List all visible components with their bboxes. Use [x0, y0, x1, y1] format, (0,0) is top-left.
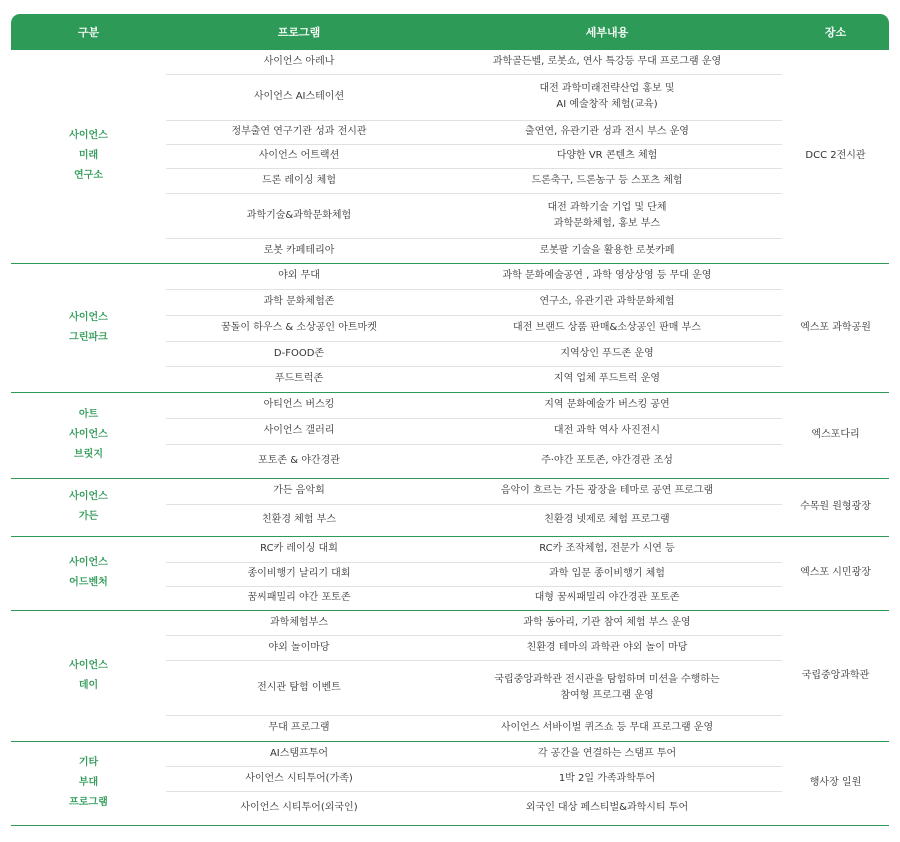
details-line: 지역 문화예술가 버스킹 공연 [544, 399, 670, 410]
venue-cell: 엑스포 시민광장 [782, 536, 889, 610]
program-cell: 과학체험부스 [166, 610, 432, 635]
category-label-line: 사이언스 [69, 491, 108, 502]
program-cell: 드론 레이싱 체험 [166, 168, 432, 193]
table-header [11, 14, 889, 50]
details-cell [432, 392, 782, 418]
details-line: 음악이 흐르는 가든 광장을 테마로 공연 프로그램 [500, 485, 714, 496]
category-label-line: 사이언스 [69, 429, 108, 440]
program-cell: 종이비행기 날리기 대회 [166, 562, 432, 586]
details-line: 지역 업체 푸드트럭 운영 [553, 373, 661, 384]
details-line: 대전 과학기술 기업 및 단체 [547, 201, 667, 213]
details-cell [432, 536, 782, 562]
venue-cell: 엑스포 과학공원 [782, 263, 889, 392]
details-line: 연구소, 유관기관 과학문화체험 [539, 296, 675, 307]
program-cell: 야외 무대 [166, 263, 432, 289]
details-line: 과학 동아리, 기관 참여 체험 부스 운영 [523, 616, 691, 628]
details-cell [432, 562, 782, 586]
program-cell: 꿈돌이 하우스 & 소상공인 아트마켓 [166, 315, 432, 341]
header-category: 구분 [11, 14, 166, 50]
details-cell [432, 741, 782, 766]
category-label-line: 어드벤처 [69, 577, 108, 588]
details-line: 친환경 테마의 과학관 야외 놀이 마당 [526, 641, 688, 653]
category-label-line: 미래 [78, 150, 99, 162]
details-line: 과학 문화예술공연 , 과학 영상상영 등 무대 운영 [502, 270, 712, 281]
category-cell [11, 741, 166, 825]
details-line: 드론축구, 드론농구 등 스포츠 체험 [531, 174, 683, 186]
program-cell: RC카 레이싱 대회 [166, 536, 432, 562]
venue-cell: DCC 2전시관 [782, 50, 889, 263]
details-cell [432, 238, 782, 263]
details-cell [432, 366, 782, 392]
program-cell: 친환경 체험 부스 [166, 504, 432, 536]
details-line: 친환경 넷제로 체험 프로그램 [544, 514, 670, 525]
program-cell: 푸드트럭존 [166, 366, 432, 392]
details-line: 참여형 프로그램 운영 [560, 689, 654, 701]
category-label-line: 데이 [78, 679, 99, 691]
details-cell [432, 586, 782, 610]
header-program: 프로그램 [166, 14, 432, 50]
details-line: 대전 과학 역사 사진전시 [553, 425, 661, 436]
category-cell [11, 610, 166, 741]
category-label-line: 연구소 [74, 170, 103, 182]
details-line: 출연연, 유관기관 성과 전시 부스 운영 [525, 126, 689, 137]
category-label-line: 사이언스 [69, 557, 108, 568]
details-line: 외국인 대상 페스티벌&과학시티 투어 [525, 802, 689, 813]
program-cell: 과학기술&과학문화체험 [166, 193, 432, 238]
category-label-line: 사이언스 [69, 659, 108, 671]
category-cell [11, 392, 166, 478]
details-cell [432, 478, 782, 504]
program-cell: 과학 문화체험존 [166, 289, 432, 315]
header-row [11, 14, 889, 50]
venue-cell: 수목원 원형광장 [782, 478, 889, 536]
details-cell [432, 766, 782, 791]
table-row [11, 610, 889, 635]
category-label-line: 가든 [78, 511, 99, 522]
category-label-line: 브릿지 [74, 449, 103, 460]
program-cell: 꿈씨패밀리 야간 포토존 [166, 586, 432, 610]
table-row [11, 536, 889, 562]
details-line: 사이언스 서바이벌 퀴즈쇼 등 무대 프로그램 운영 [500, 722, 714, 733]
details-cell [432, 504, 782, 536]
program-cell: 사이언스 시티투어(가족) [166, 766, 432, 791]
details-line: 1박 2일 가족과학투어 [558, 772, 656, 784]
program-cell: 사이언스 AI스테이션 [166, 74, 432, 120]
table-row [11, 50, 889, 74]
details-cell [432, 50, 782, 74]
details-line: 지역상인 푸드존 운영 [560, 347, 654, 359]
details-cell [432, 144, 782, 168]
details-cell [432, 444, 782, 478]
program-cell: 야외 놀이마당 [166, 635, 432, 660]
details-line: 로봇팔 기술을 활용한 로봇카페 [539, 244, 675, 256]
category-label-line: 사이언스 [69, 130, 108, 142]
program-cell: 사이언스 시티투어(외국인) [166, 791, 432, 825]
header-venue: 장소 [782, 14, 889, 50]
table-row [11, 478, 889, 504]
details-line: RC카 조작체험, 전문가 시연 등 [539, 543, 675, 554]
category-label-line: 아트 [78, 409, 99, 420]
venue-cell: 행사장 일원 [782, 741, 889, 825]
program-cell: 사이언스 어트랙션 [166, 144, 432, 168]
program-cell: 사이언스 아레나 [166, 50, 432, 74]
details-line: 국립중앙과학관 전시관을 탐험하며 미션을 수행하는 [494, 673, 720, 685]
details-cell [432, 610, 782, 635]
details-cell [432, 120, 782, 144]
category-cell [11, 536, 166, 610]
program-cell: 정부출연 연구기관 성과 전시관 [166, 120, 432, 144]
details-line: 과학골든벨, 로봇쇼, 연사 특강등 무대 프로그램 운영 [492, 55, 722, 67]
details-cell [432, 791, 782, 825]
category-cell [11, 50, 166, 263]
table-row [11, 263, 889, 289]
program-table [11, 14, 889, 826]
program-cell: AI스탬프투어 [166, 741, 432, 766]
venue-cell: 국립중앙과학관 [782, 610, 889, 741]
details-cell [432, 74, 782, 120]
category-label-line: 기타 [78, 757, 99, 768]
details-cell [432, 341, 782, 366]
program-cell: D-FOOD존 [166, 341, 432, 366]
details-line: 다양한 VR 콘텐츠 체험 [556, 150, 658, 161]
category-cell [11, 263, 166, 392]
table-row [11, 392, 889, 418]
program-cell: 아티언스 버스킹 [166, 392, 432, 418]
program-cell: 가든 음악회 [166, 478, 432, 504]
table-body [11, 50, 889, 825]
details-cell [432, 418, 782, 444]
details-cell [432, 193, 782, 238]
program-cell: 전시관 탐험 이벤트 [166, 660, 432, 715]
table-row [11, 741, 889, 766]
category-cell [11, 478, 166, 536]
details-line: 대전 브랜드 상품 판매&소상공인 판매 부스 [513, 322, 701, 333]
program-cell: 포토존 & 야간경관 [166, 444, 432, 478]
header-details: 세부내용 [432, 14, 782, 50]
details-line: 대형 꿈씨패밀리 야간경관 포토존 [534, 592, 680, 603]
program-cell: 로봇 카페테리아 [166, 238, 432, 263]
details-line: 주·야간 포토존, 야간경관 조성 [541, 455, 673, 466]
details-line: 과학 입문 종이비행기 체험 [549, 568, 665, 579]
category-label-line: 그린파크 [69, 331, 108, 343]
program-cell: 사이언스 갤러리 [166, 418, 432, 444]
details-cell [432, 315, 782, 341]
details-cell [432, 168, 782, 193]
program-cell: 무대 프로그램 [166, 715, 432, 741]
details-cell [432, 715, 782, 741]
category-label-line: 부대 [78, 777, 99, 788]
details-line: AI 예술창작 체험(교육) [556, 99, 658, 110]
category-label-line: 사이언스 [69, 311, 108, 323]
details-cell [432, 263, 782, 289]
details-line: 각 공간을 연결하는 스탬프 투어 [537, 747, 677, 759]
category-label-line: 프로그램 [69, 797, 108, 808]
details-cell [432, 289, 782, 315]
details-line: 대전 과학미래전략산업 홍보 및 [539, 83, 675, 94]
details-cell [432, 635, 782, 660]
venue-cell: 엑스포다리 [782, 392, 889, 478]
details-cell [432, 660, 782, 715]
details-line: 과학문화체험, 홍보 부스 [553, 217, 661, 229]
